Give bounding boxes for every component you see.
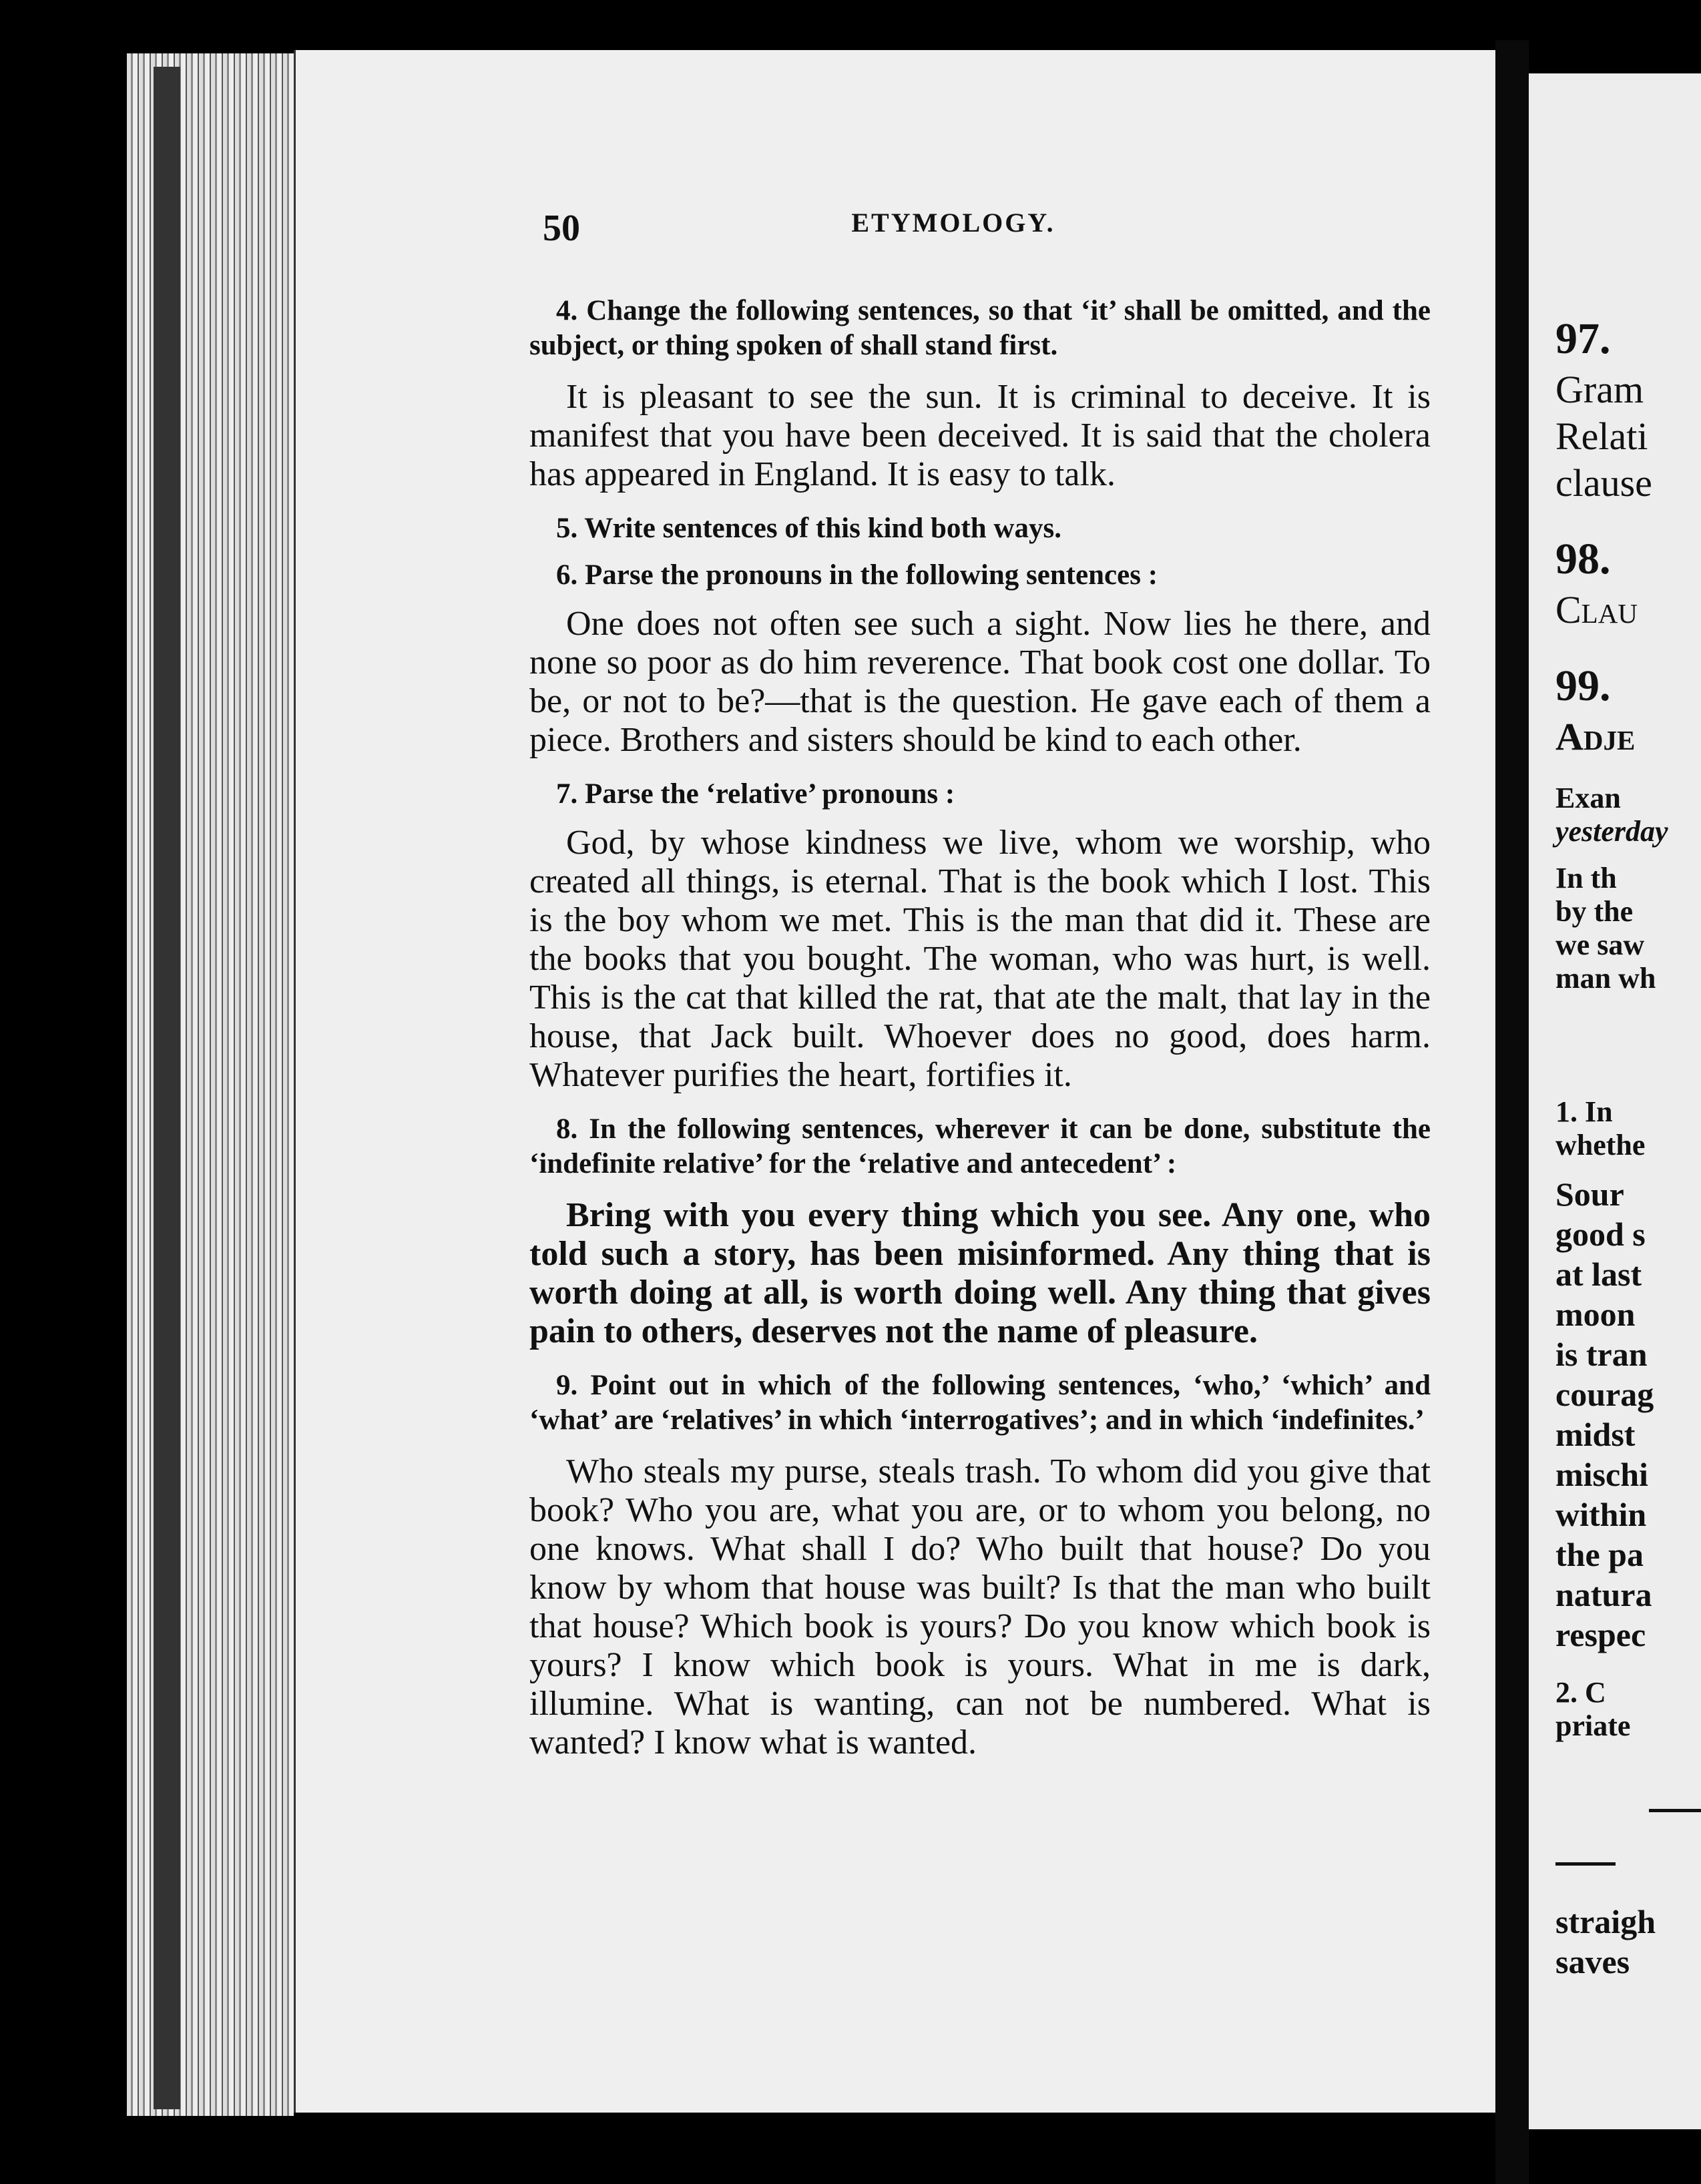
blank-line-rule: [1555, 1862, 1616, 1866]
right-fragment: the pa: [1555, 1536, 1644, 1573]
right-fragment: moon: [1555, 1296, 1636, 1333]
page-header: [296, 207, 1497, 260]
right-fragment: natura: [1555, 1576, 1652, 1613]
right-fragment: we saw: [1555, 928, 1645, 961]
exercise-4-examples: It is pleasant to see the sun. It is criminal to deceive. It is manifest that you have been deceived. It is said that the cholera has appeared in England. It is easy to talk.: [529, 378, 1431, 493]
right-fragment: man wh: [1555, 962, 1656, 995]
blank-line-rule: [1649, 1809, 1701, 1812]
exercise-8-examples: Bring with you every thing which you see. Any one, who told such a story, has been misinformed. Any thing that is worth doing at all, is worth doing well. Any thing that gives pain to others, deserves not the name of pleasure.: [529, 1196, 1431, 1350]
exercise-9-instruction: 9. Point out in which of the following sentences, ‘who,’ ‘which’ and ‘what’ are ‘relatives’ in which ‘interrogatives’; and in which ‘indefinites.’: [529, 1370, 1431, 1436]
book-binding-shadow: [154, 67, 180, 2109]
right-fragment: respec: [1555, 1616, 1646, 1653]
running-title: ETYMOLOGY.: [851, 208, 1055, 238]
right-fragment: by the: [1555, 895, 1634, 928]
right-fragment: priate: [1555, 1709, 1631, 1742]
right-fragment: 1. In: [1555, 1095, 1613, 1128]
right-fragment: midst: [1555, 1416, 1636, 1453]
book-page-edges: [127, 53, 294, 2116]
right-fragment: saves: [1555, 1943, 1630, 1980]
right-fragment: Gram: [1555, 368, 1644, 411]
right-page-fragment: [1529, 73, 1701, 2129]
exercise-5-instruction: 5. Write sentences of this kind both ways.: [556, 513, 1061, 544]
exercise-4-instruction: 4. Change the following sentences, so that ‘it’ shall be omitted, and the subject, or thing spoken of shall stand first.: [529, 295, 1431, 361]
right-fragment: at last: [1555, 1256, 1642, 1293]
right-fragment: good s: [1555, 1215, 1646, 1253]
book-gutter: [1495, 40, 1529, 2184]
exercise-7-examples: God, by whose kindness we live, whom we worship, who created all things, is eternal. That is the book which I lost. This is the boy whom we met. This is the man that did it. These are the books that you bought. The woman, who was hurt, is well. This is the cat that killed the rat, that ate the malt, that lay in the house, that Jack built. Whoever does no good, does harm. Whatever purifies the heart, fortifies it.: [529, 824, 1431, 1094]
right-fragment: straigh: [1555, 1903, 1656, 1940]
page-number: 50: [543, 208, 580, 249]
left-page: [294, 50, 1497, 2113]
right-fragment: 2. C: [1555, 1676, 1606, 1709]
right-fragment: yesterday: [1555, 815, 1668, 848]
right-fragment: mischi: [1555, 1456, 1648, 1493]
right-fragment: Clau: [1555, 588, 1638, 631]
right-fragment: Exan: [1555, 782, 1621, 814]
exercise-6-examples: One does not often see such a sight. Now lies he there, and none so poor as do him reverence. That book cost one dollar. To be, or not to be?—that is the question. He gave each of them a piece. Brothers and sisters should be kind to each other.: [529, 605, 1431, 759]
exercise-6-instruction: 6. Parse the pronouns in the following sentences :: [556, 559, 1158, 591]
right-fragment: within: [1555, 1496, 1647, 1533]
right-fragment: Relati: [1555, 415, 1648, 458]
right-fragment: courag: [1555, 1376, 1654, 1413]
right-fragment: In th: [1555, 862, 1617, 894]
exercise-9-examples: Who steals my purse, steals trash. To whom did you give that book? Who you are, what you are, or to whom you belong, no one knows. What shall I do? Who built that house? Do you know by whom that house was built? Is that the man who built that house? Which book is yours? Do you know which book is yours? I know which book is yours. What in me is dark, illumine. What is wanting, can not be numbered. What is wanted? I know what is wanted.: [529, 1452, 1431, 1761]
right-fragment: 98.: [1555, 535, 1611, 583]
right-fragment: Sour: [1555, 1175, 1624, 1213]
exercise-8-instruction: 8. In the following sentences, wherever it can be done, substitute the ‘indefinite relative’ for the ‘relative and antecedent’ :: [529, 1113, 1431, 1179]
exercise-7-instruction: 7. Parse the ‘relative’ pronouns :: [556, 778, 955, 810]
page-body: [529, 294, 1431, 1780]
right-fragment: Adje: [1555, 715, 1636, 758]
right-fragment: whethe: [1555, 1129, 1646, 1161]
right-fragment: clause: [1555, 461, 1652, 505]
right-fragment: is tran: [1555, 1336, 1648, 1373]
right-fragment: 97.: [1555, 314, 1611, 363]
right-fragment: 99.: [1555, 661, 1611, 710]
